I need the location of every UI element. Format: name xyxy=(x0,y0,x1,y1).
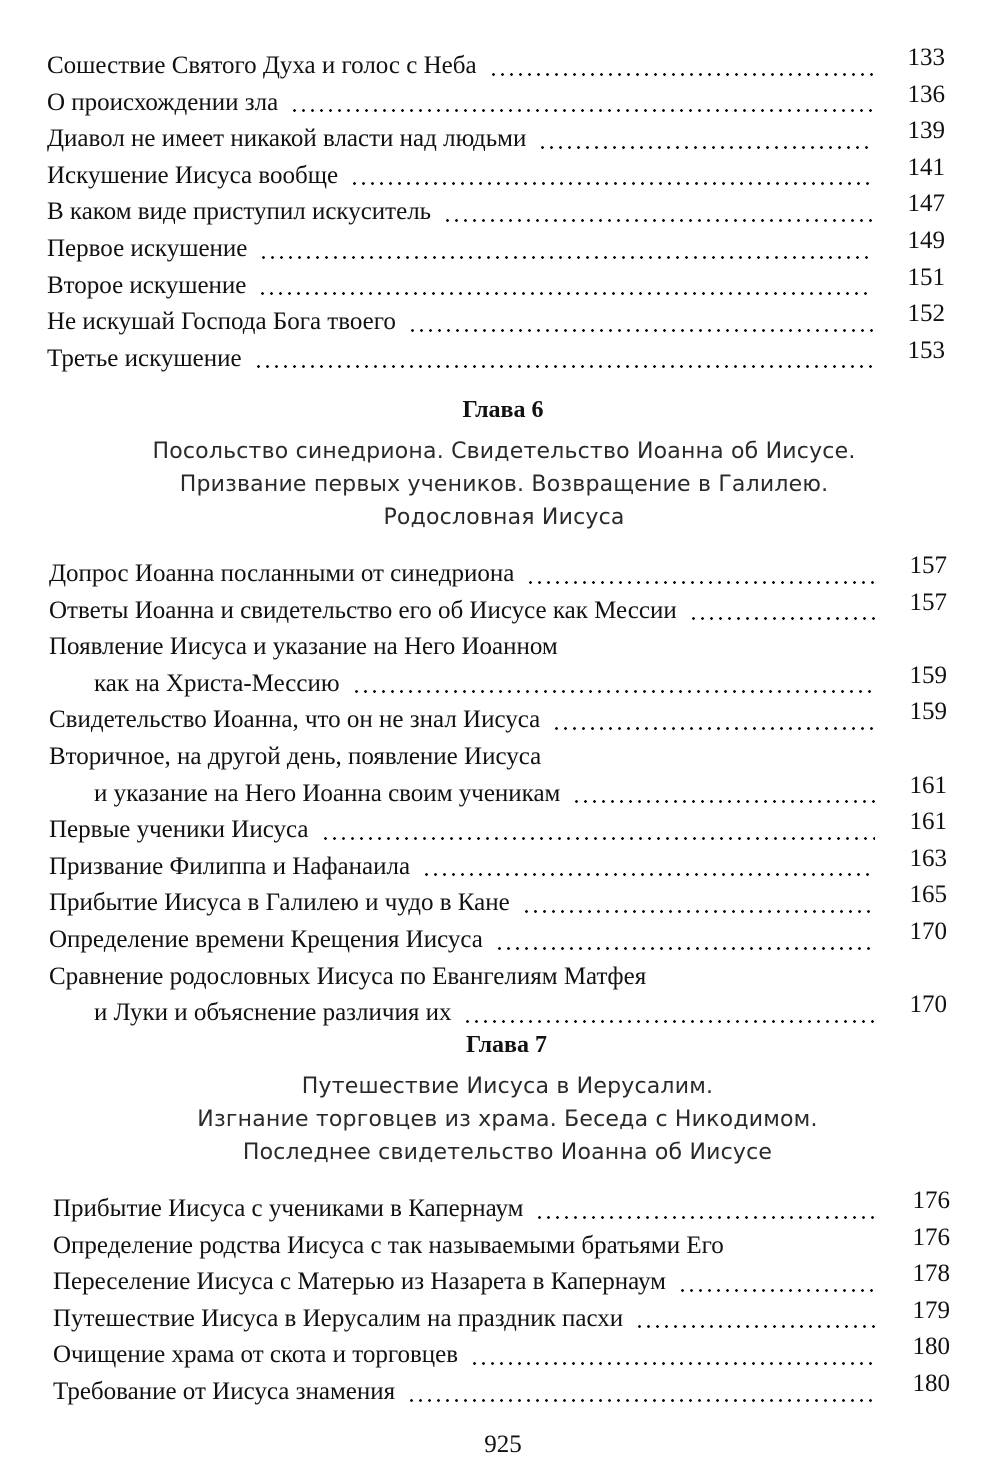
toc-entry xyxy=(53,1369,950,1411)
dot-leader xyxy=(538,146,873,149)
toc-entry-title: Определение родства Иисуса с так называемыми братьями Его xyxy=(53,1231,724,1259)
toc-entry xyxy=(49,917,947,959)
dot-leader xyxy=(321,837,876,840)
toc-entry xyxy=(49,959,947,1032)
toc-entry-title: Первое искушение xyxy=(47,234,248,262)
dot-leader xyxy=(258,292,873,295)
toc-entry-page: 180 xyxy=(912,1333,950,1361)
toc-entry xyxy=(53,1187,950,1228)
toc-entry-page: 149 xyxy=(907,226,945,254)
chapter-subtitle-line: Последнее свидетельство Иоанна об Иисусе xyxy=(242,1140,773,1165)
toc-entry xyxy=(47,336,945,378)
dot-leader xyxy=(572,800,875,803)
toc-entry-page: 170 xyxy=(909,991,947,1019)
toc-entry-title: Сравнение родословных Иисуса по Евангелиям Матфея xyxy=(49,962,647,990)
dot-leader xyxy=(678,1289,878,1292)
toc-entry xyxy=(49,552,947,593)
toc-entry-title: Появление Иисуса и указание на Него Иоанном xyxy=(49,633,558,661)
toc-entry xyxy=(53,1296,950,1338)
toc-entry-title: Второе искушение xyxy=(47,271,247,299)
chapter-subtitle xyxy=(53,1070,950,1169)
toc-entry xyxy=(47,117,945,158)
dot-leader xyxy=(689,617,875,620)
toc-entry-page: 163 xyxy=(909,844,947,872)
chapter-section xyxy=(49,393,947,1032)
toc-entry-page: 133 xyxy=(907,44,945,71)
toc-entry-page: 151 xyxy=(907,263,945,291)
toc-entry xyxy=(47,226,945,268)
toc-entry-page: 176 xyxy=(912,1223,950,1251)
dot-leader xyxy=(470,1362,878,1365)
toc-entry-page: 159 xyxy=(909,661,947,689)
dot-leader xyxy=(407,1399,878,1402)
toc-entry-page: 165 xyxy=(909,881,947,909)
dot-leader xyxy=(552,727,875,730)
toc-entry-title: и указание на Него Иоанна своим ученикам xyxy=(94,779,561,807)
toc-entry-title: Требование от Иисуса знамения xyxy=(53,1377,396,1405)
toc-entry-list xyxy=(49,552,947,1032)
toc-entry-title: Прибытие Иисуса в Галилею и чудо в Кане xyxy=(49,889,510,917)
toc-entry xyxy=(49,808,947,849)
toc-entry xyxy=(47,263,945,305)
toc-entry-page: 179 xyxy=(912,1296,950,1324)
toc-entry-title: О происхождении зла xyxy=(47,88,279,116)
toc-entry-page: 157 xyxy=(909,552,947,579)
toc-entry-title: Сошествие Святого Духа и голос с Неба xyxy=(47,52,477,79)
chapter-heading: Глава 7 xyxy=(466,1032,547,1058)
dot-leader xyxy=(635,1325,878,1328)
toc-entry xyxy=(49,844,947,886)
toc-entry-page: 152 xyxy=(907,300,945,328)
toc-entry-title: Допрос Иоанна посланными от синедриона xyxy=(49,560,515,587)
dot-leader xyxy=(408,329,873,332)
toc-entry xyxy=(47,44,945,85)
toc-entry xyxy=(49,698,947,739)
toc-entry-title: Переселение Иисуса с Матерью из Назарета в Капернаум xyxy=(53,1268,667,1296)
dot-leader xyxy=(443,219,873,222)
dot-leader xyxy=(526,581,875,584)
toc-entry-title: Не искушай Господа Бога твоего xyxy=(47,308,396,336)
toc-entry-title: Вторичное, на другой день, появление Иисуса xyxy=(49,742,542,770)
chapter-subtitle-line: Посольство синедриона. Свидетельство Иоанна об Иисусе. xyxy=(152,439,856,464)
toc-entry-title: Прибытие Иисуса с учениками в Капернаум xyxy=(53,1195,524,1222)
toc-entry-title: Искушение Иисуса вообще xyxy=(47,161,339,189)
toc-entry xyxy=(47,80,945,122)
toc-entry-page: 153 xyxy=(907,336,945,364)
dot-leader xyxy=(254,365,873,368)
toc-entry-title: Ответы Иоанна и свидетельство его об Иисусе как Мессии xyxy=(49,596,677,624)
dot-leader xyxy=(463,1020,875,1023)
toc-entry-page: 157 xyxy=(909,588,947,616)
chapter-subtitle-line: Родословная Иисуса xyxy=(383,505,625,530)
toc-entry xyxy=(53,1260,950,1301)
toc-entry xyxy=(49,629,947,702)
toc-entry-title: Третье искушение xyxy=(47,344,242,372)
dot-leader xyxy=(259,256,873,259)
toc-entry-list xyxy=(47,44,945,377)
dot-leader xyxy=(290,109,873,112)
toc-entry xyxy=(53,1223,950,1265)
toc-entry-page: 139 xyxy=(907,117,945,145)
chapter-section xyxy=(53,1028,950,1411)
toc-entry-title: Первые ученики Иисуса xyxy=(49,816,309,844)
chapter-subtitle-line: Изгнание торговцев из храма. Беседа с Никодимом. xyxy=(197,1107,818,1132)
chapter-subtitle xyxy=(49,435,947,534)
dot-leader xyxy=(522,910,875,913)
toc-entry-list xyxy=(53,1187,950,1411)
toc-entry-page: 161 xyxy=(909,808,947,836)
dot-leader xyxy=(495,947,875,950)
toc-entry-title: Свидетельство Иоанна, что он не знал Иисуса xyxy=(49,706,541,734)
toc-entry-page: 170 xyxy=(909,917,947,945)
toc-entry-title: Призвание Филиппа и Нафанаила xyxy=(49,852,411,880)
toc-entry xyxy=(47,153,945,195)
chapter-subtitle-line: Призвание первых учеников. Возвращение в Галилею. xyxy=(179,472,829,497)
toc-entry xyxy=(53,1333,950,1374)
toc-entry-page: 161 xyxy=(909,771,947,799)
toc-entry-title: Определение времени Крещения Иисуса xyxy=(49,925,483,953)
dot-leader xyxy=(350,182,873,185)
chapter-subtitle-line: Путешествие Иисуса в Иерусалим. xyxy=(301,1074,714,1099)
toc-entry-page: 136 xyxy=(907,80,945,108)
toc-entry xyxy=(49,588,947,630)
toc-entry-title: и Луки и объяснение различия их xyxy=(94,999,452,1027)
toc-entry xyxy=(47,190,945,231)
dot-leader xyxy=(352,690,875,693)
dot-leader xyxy=(422,873,875,876)
toc-entry-page: 159 xyxy=(909,698,947,726)
dot-leader xyxy=(489,73,873,76)
toc-entry-page: 176 xyxy=(912,1187,950,1214)
toc-entry-title: Диавол не имеет никакой власти над людьми xyxy=(47,125,527,153)
toc-entry xyxy=(49,739,947,812)
dot-leader xyxy=(535,1216,878,1219)
toc-entry-title: В каком виде приступил искуситель xyxy=(47,198,432,226)
toc-entry-title: Очищение храма от скота и торговцев xyxy=(53,1341,459,1369)
toc-entry-title: как на Христа-Мессию xyxy=(94,669,340,697)
page-number: 925 xyxy=(484,1431,522,1458)
toc-entry xyxy=(49,881,947,922)
toc-entry-page: 147 xyxy=(907,190,945,218)
chapter-heading: Глава 6 xyxy=(462,397,544,423)
toc-entry-page: 178 xyxy=(912,1260,950,1288)
toc-entry-page: 141 xyxy=(907,153,945,181)
toc-entry-page: 180 xyxy=(912,1369,950,1397)
toc-entry-title: Путешествие Иисуса в Иерусалим на праздник пасхи xyxy=(53,1304,624,1332)
toc-entry xyxy=(47,300,945,341)
